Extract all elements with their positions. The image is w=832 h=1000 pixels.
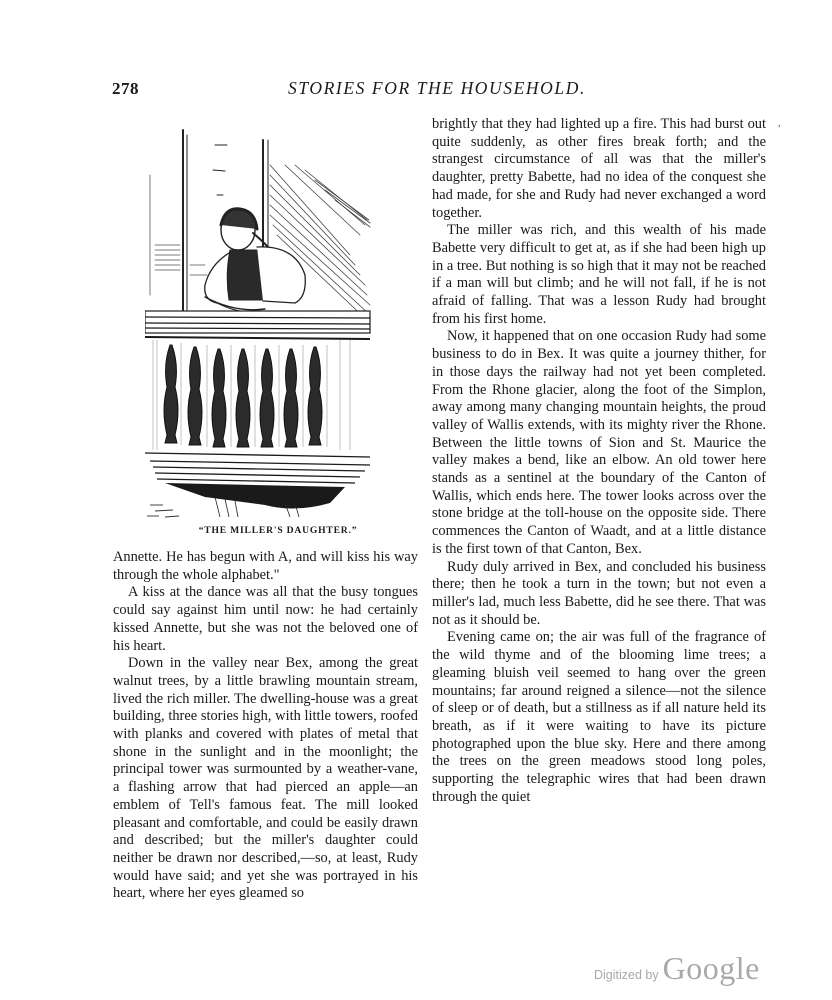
scan-speck: , — [778, 118, 781, 129]
page-number: 278 — [112, 79, 139, 98]
running-head: STORIES FOR THE HOUSEHOLD. — [288, 78, 586, 98]
paragraph: Annette. He has begun with A, and will kiss his way through the whole alphabet." — [113, 549, 418, 583]
left-column — [113, 549, 418, 903]
paragraph: Now, it happened that on one occasion Rudy had some business to do in Bex. It was quite a journey thither, for in those days the railway had not yet been completed. From the Rhone glacier, along the foot of the Simplon, away among many changing mountain heights, the proud valley of Wallis extends, with its mighty river the Rhone. Between the little towns of Sion and St. Maurice the valley makes a bend, like an elbow. An old tower here stands as a sentinel at the boundary of the Canton of Wallis, which ends here. The tower looks across over the stone bridge at the toll-house on the opposite side. There commences the Canton of Waadt, and at a little distance is the first town of that Canton, Bex. — [432, 328, 766, 557]
illustration-millers-daughter — [145, 125, 380, 520]
engraving-image — [145, 125, 380, 520]
paragraph: The miller was rich, and this wealth of his made Babette very difficult to get at, as if she had been high up in a tree. But nothing is so high that it may not be reached if a man will but climb; and he will not fall, if he is not afraid of falling. That was a lesson Rudy had brought from his first home. — [432, 222, 766, 327]
paragraph: Evening came on; the air was full of the fragrance of the wild thyme and of the blooming lime trees; a gleaming bluish veil seemed to hang over the green mountains; far around reigned a silence—not the silence of sleep or of death, but a stillness as if all nature held its breath, as if it were waiting to have its picture photographed upon the blue sky. Here and there among the trees on the green meadows stood long poles, supporting the telegraphic wires that had been drawn through the quiet — [432, 629, 766, 805]
paragraph: Down in the valley near Bex, among the great walnut trees, by a little brawling mountain stream, lived the rich miller. The dwelling-house was a great building, three stories high, with little towers, roofed with planks and covered with plates of metal that shone in the sunlight and in the moonlight; the principal tower was surmounted by a weather-vane, a flashing arrow that had pierced an apple—an emblem of Tell's famous feat. The mill looked pleasant and comfortable, and could be easily drawn and described; but the miller's daughter could neither be drawn nor described,—so, at least, Rudy would have said; and yet she was portrayed in his heart, where her eyes gleamed so — [113, 655, 418, 902]
google-logo-text: Google — [662, 950, 760, 986]
digitized-by-google-watermark — [594, 950, 760, 987]
illustration-caption: “THE MILLER'S DAUGHTER.” — [198, 525, 358, 536]
right-column — [432, 116, 766, 806]
paragraph: A kiss at the dance was all that the busy tongues could say against him until now: he had certainly kissed Annette, but she was not the beloved one of his heart. — [113, 584, 418, 654]
watermark-prefix: Digitized by — [594, 968, 659, 982]
paragraph: brightly that they had lighted up a fire. This had burst out quite suddenly, as other fires break forth; and the strangest circumstance of all was that the miller's daughter, pretty Babette, had no idea of the conquest she had made, for she and Rudy had never exchanged a word together. — [432, 116, 766, 221]
paragraph: Rudy duly arrived in Bex, and concluded his business there; then he took a turn in the town; but not even a miller's lad, much less Babette, did he see there. That was not as it should be. — [432, 558, 766, 628]
